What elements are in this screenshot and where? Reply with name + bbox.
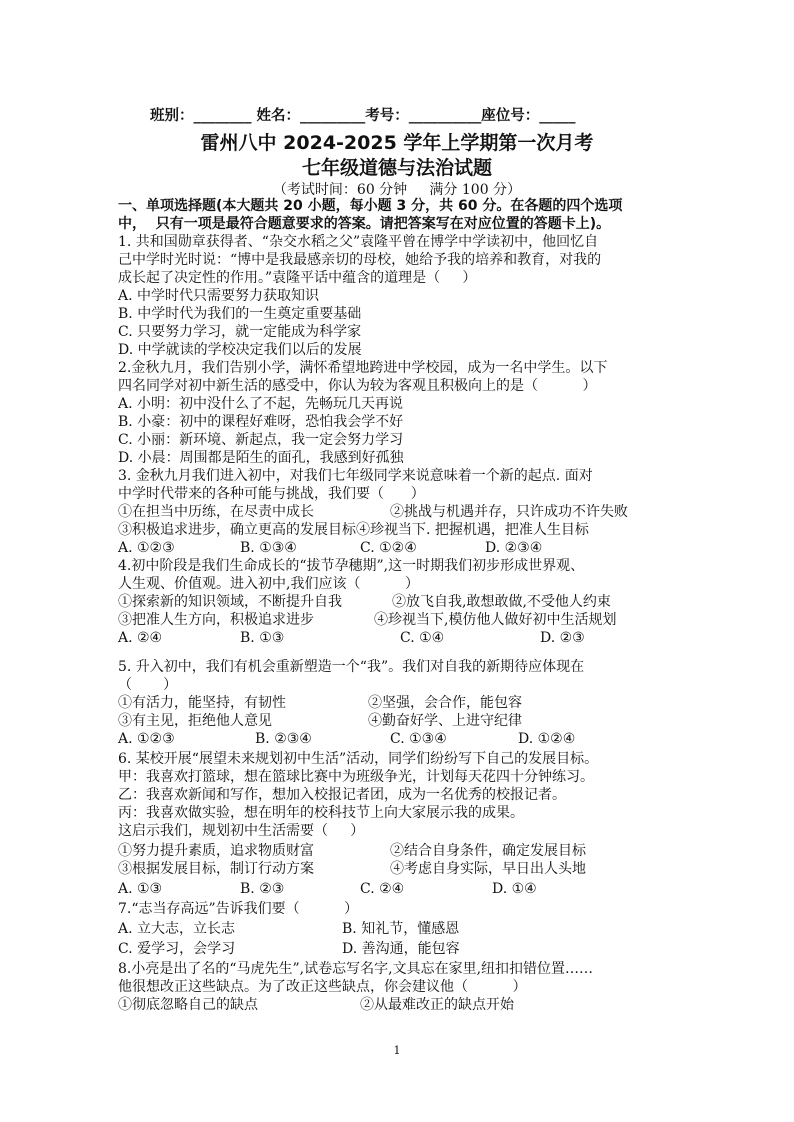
statement-item: ②挑战与机遇并存，只许成功不许失败: [390, 504, 628, 520]
statement-item: ④珍视当下,模仿他人做好初中生活规划: [374, 612, 617, 628]
question-stem: 他很想改正这些缺点。为了改正这些缺点，你会建议他（ ）: [118, 979, 527, 995]
question-stem: 4.初中阶段是我们生命成长的“拔节孕穗期”,这一时期我们初步形成世界观、: [118, 558, 585, 574]
choice-option: D. ②③: [540, 630, 585, 646]
choice-option: A. 中学时代只需要努力获取知识: [118, 288, 320, 304]
choice-option: C. 爱学习，会学习: [118, 941, 236, 957]
question-stem: 丙：我喜欢做实验，想在明年的校科技节上向大家展示我的成果。: [118, 805, 524, 821]
page-number: 1: [393, 1044, 401, 1057]
question-stem: 8.小亮是出了名的“马虎先生”,试卷忘写名字,文具忘在家里,纽扣扣错位置……: [118, 961, 594, 977]
choice-option: B. ②③: [240, 881, 285, 897]
section-instruction: 中， 只有一项是最符合题意要求的答案。请把答案写在对应位置的答题卡上)。: [118, 216, 611, 232]
choice-option: D. ①②④: [518, 731, 576, 747]
question-stem: 6. 某校开展“展望未来规划初中生活”活动，同学们纷纷写下自己的发展目标。: [118, 751, 599, 767]
statement-item: ③有主见，拒绝他人意见: [118, 713, 272, 729]
choice-option: C. ②④: [360, 881, 405, 897]
question-stem: 1. 共和国勋章获得者、“杂交水稻之父”袁隆平曾在博学中学读初中，他回忆自: [118, 234, 599, 250]
statement-item: ①探索新的知识领域，不断提升自我: [118, 594, 342, 610]
question-stem: 7.“志当存高远”告诉我们要（ ）: [118, 901, 359, 917]
choice-option: B. ①③: [240, 630, 285, 646]
choice-option: D. ②③④: [485, 540, 543, 556]
choice-option: A. ①②③: [118, 731, 175, 747]
choice-option: D. ①④: [492, 881, 537, 897]
question-stem: 2.金秋九月，我们告别小学，满怀希望地跨进中学校园，成为一名中学生。以下: [118, 360, 608, 376]
choice-option: A. 立大志，立长志: [118, 921, 236, 937]
choice-option: A. 小明：初中没什么了不起，先畅玩几天再说: [118, 396, 404, 412]
statement-item: ①努力提升素质，追求物质财富: [118, 843, 314, 859]
statement-item: ①彻底忽略自己的缺点: [118, 997, 258, 1013]
choice-option: C. 只要努力学习，就一定能成为科学家: [118, 324, 362, 340]
choice-option: B. ①③④: [240, 540, 297, 556]
question-stem: 人生观、价值观。进入初中,我们应该（ ）: [118, 576, 419, 592]
exam-title: 雷州八中 2024-2025 学年上学期第一次月考: [200, 132, 594, 154]
question-stem: 这启示我们，规划初中生活需要（ ）: [118, 823, 365, 839]
choice-option: C. ①③④: [390, 731, 447, 747]
statement-item: ③积极追求进步，确立更高的发展目标④珍视当下. 把握机遇，把准人生目标: [118, 522, 589, 538]
statement-item: ③把准人生方向，积极追求进步: [118, 612, 314, 628]
choice-option: A. ①③: [118, 881, 163, 897]
question-stem: 3. 金秋九月我们进入初中，对我们七年级同学来说意味着一个新的起点. 面对: [118, 468, 593, 484]
question-stem: 四名同学对初中新生活的感受中，你认为较为客观且积极向上的是（ ）: [118, 378, 597, 394]
statement-item: ②坚强，会合作，能包容: [368, 695, 522, 711]
statement-item: ①有活力，能坚持，有韧性: [118, 695, 286, 711]
student-info-line: 班别：________ 姓名：_________考号：__________座位号：_____: [150, 108, 576, 124]
question-stem: 5. 升入初中，我们有机会重新塑造一个“我”。我们对自我的新期待应体现在: [118, 659, 585, 675]
choice-option: C. ①②④: [360, 540, 417, 556]
choice-option: D. 小晨：周围都是陌生的面孔，我感到好孤独: [118, 450, 404, 466]
exam-time-score: （考试时间：60 分钟 满分 100 分）: [272, 182, 522, 198]
choice-option: B. 小豪：初中的课程好难呀，恐怕我会学不好: [118, 414, 404, 430]
question-stem: 成长起了决定性的作用。”袁隆平话中蕴含的道理是（ ）: [118, 270, 477, 286]
statement-item: ②从最难改正的缺点开始: [360, 997, 514, 1013]
statement-item: ①在担当中历练，在尽责中成长: [118, 504, 314, 520]
statement-item: ②放飞自我,敢想敢做,不受他人约束: [392, 594, 611, 610]
question-stem: 己中学时光时说：“博中是我最感亲切的母校，她给予我的培养和教育，对我的: [118, 252, 602, 268]
statement-item: ④考虑自身实际，早日出人头地: [390, 861, 586, 877]
exam-subtitle: 七年级道德与法治试题: [301, 157, 492, 179]
question-stem: 乙：我喜欢新闻和写作，想加入校报记者团，成为一名优秀的校报记者。: [118, 787, 566, 803]
choice-option: A. ②④: [118, 630, 163, 646]
choice-option: C. 小丽：新环境、新起点，我一定会努力学习: [118, 432, 404, 448]
question-stem: 中学时代带来的各种可能与挑战，我们要（ ）: [118, 486, 425, 502]
choice-option: C. ①④: [400, 630, 445, 646]
choice-option: B. 中学时代为我们的一生奠定重要基础: [118, 306, 362, 322]
choice-option: A. ①②③: [118, 540, 175, 556]
statement-item: ④勤奋好学、上进守纪律: [368, 713, 522, 729]
choice-option: B. 知礼节，懂感恩: [342, 921, 460, 937]
choice-option: D. 善沟通，能包容: [342, 941, 460, 957]
choice-option: D. 中学就读的学校决定我们以后的发展: [118, 342, 362, 358]
statement-item: ③根据发展目标，制订行动方案: [118, 861, 314, 877]
section-heading: 一、单项选择题(本大题共 20 小题，每小题 3 分，共 60 分。在各题的四个选项: [118, 198, 623, 214]
statement-item: ②结合自身条件，确定发展目标: [390, 843, 586, 859]
question-stem: 甲：我喜欢打篮球，想在篮球比赛中为班级争光，计划每天花四十分钟练习。: [118, 769, 594, 785]
question-stem: （ ）: [118, 677, 178, 693]
choice-option: B. ②③④: [255, 731, 312, 747]
